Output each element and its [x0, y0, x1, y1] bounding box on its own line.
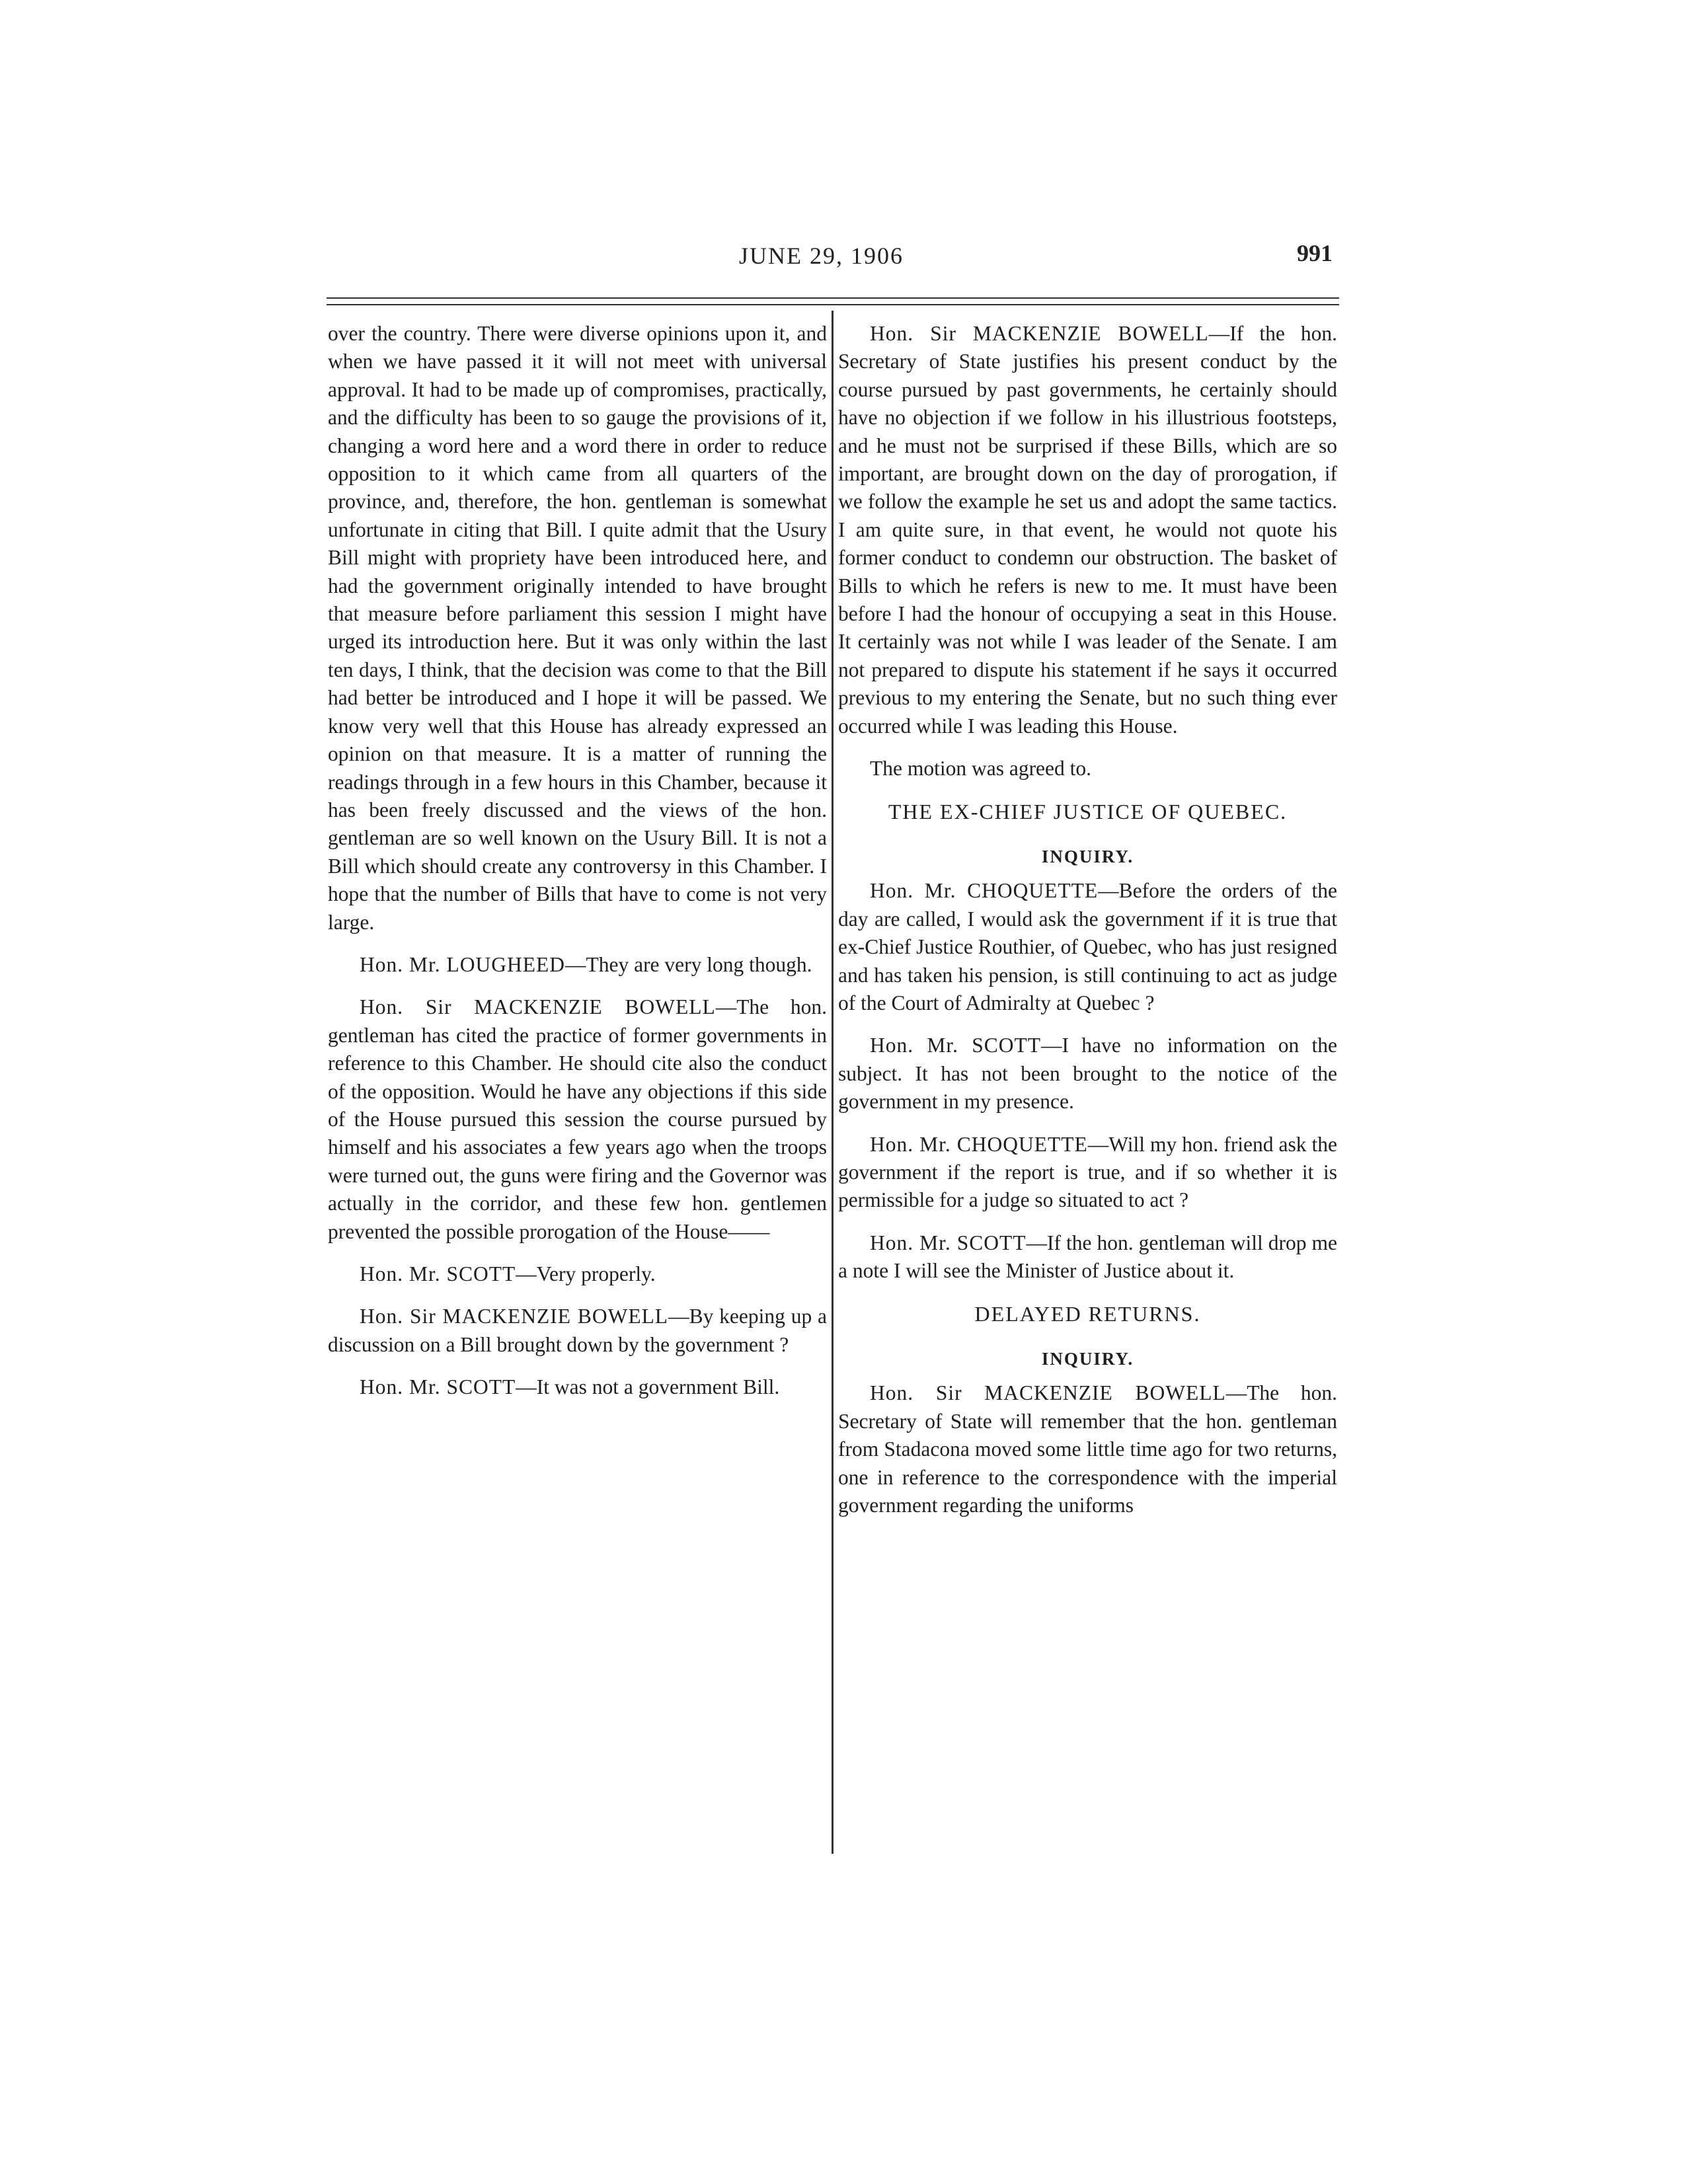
right-column [838, 320, 1337, 1534]
section-heading: THE EX-CHIEF JUSTICE OF QUEBEC. [888, 799, 1288, 823]
paragraph [838, 1032, 1337, 1116]
paragraph: over the country. There were diverse opinions upon it, and when we have passed it it will not meet with universal approval. It had to be made up of compromises, practically, and the difficulty has been to so gauge the provisions of it, changing a word here and a word there in order to reduce opposition to it which came from all quarters of the province, and, therefore, the hon. gentleman is somewhat unfortunate in citing that Bill. I quite admit that the Usury Bill might with propriety have been introduced here, and had the government originally intended to have brought that measure before parliament this session I might have urged its introduction here. But it was only within the last ten days, I think, that the decision was come to that the Bill had better be introduced and I hope it will be passed. We know very well that this House has already expressed an opinion on that measure. It is a matter of running the readings through in a few hours in this Chamber, because it has been freely discussed and the views of the hon. gentleman are so well known on the Usury Bill. It is not a Bill which should create any controversy in this Chamber. I hope that the number of Bills that have to come is not very large. [328, 322, 827, 934]
speaker-name: Hon. Sir MACKENZIE BOWELL [870, 1381, 1226, 1405]
paragraph [838, 877, 1337, 1017]
speech-text: —I have no information on the subject. It has not been brought to the notice of the government in my presence. [838, 1034, 1337, 1114]
paragraph [328, 1260, 827, 1288]
paragraph [838, 320, 1337, 740]
speaker-name: Hon. Mr. SCOTT [870, 1034, 1042, 1057]
speaker-name: Hon. Mr. SCOTT [360, 1262, 516, 1285]
speaker-name: Hon. Sir MACKENZIE BOWELL [360, 1305, 669, 1328]
paragraph: The motion was agreed to. [870, 757, 1092, 781]
speech-text: —The hon. gentleman has cited the practice of former governments in reference to this Chamber. He should cite also the conduct of the opposition. Would he have any objections if this side of the House pursued this session the course pursued by himself and his associates a few years ago when the troops were turned out, the guns were firing and the Governor was actually in the corridor, and these few hon. gentlemen prevented the possible prorogation of the House—— [328, 995, 827, 1243]
header-rule [327, 297, 1339, 299]
paragraph [328, 1373, 827, 1401]
speech-text: —It was not a government Bill. [516, 1375, 780, 1399]
page-number: 991 [1297, 240, 1333, 266]
header-rule [327, 304, 1339, 305]
section-subheading: INQUIRY. [1041, 846, 1134, 866]
speech-text: —If the hon. Secretary of State justifies his present conduct by the course pursued by past governments, he certainly should have no objection if we follow in his illustrious footsteps, and he must not be surprised if these Bills, which are so important, are brought down on the day of prorogation, if we follow the example he set us and adopt the same tactics. I am quite sure, in that event, he would not quote his former conduct to condemn our obstruction. The basket of Bills to which he refers is new to me. It must have been before I had the honour of occupying a seat in this House. It certainly was not while I was leader of the Senate. I am not prepared to dispute his statement if he says it occurred previous to my entering the Senate, but no such thing ever occurred while I was leading this House. [838, 322, 1337, 738]
speech-text: —They are very long though. [564, 952, 812, 976]
speaker-name: Hon. Mr. SCOTT [870, 1231, 1027, 1254]
speaker-name: Hon. Mr. CHOQUETTE [870, 1132, 1088, 1156]
speaker-name: Hon. Mr. SCOTT [360, 1375, 516, 1399]
speech-text: —Very properly. [516, 1262, 656, 1285]
paragraph [328, 993, 827, 1246]
speech-text: —Before the orders of the day are called, I would ask the government if it is true that ex-Chief Justice Routhier, of Quebec, who has just resigned and has taken his pension, is still continuing to act as judge of the Court of Admiralty at Quebec ? [838, 879, 1337, 1014]
column-divider [832, 311, 834, 1854]
speech-text: —Will my hon. friend ask the government if the report is true, and if so whether it is permissible for a judge so situated to act ? [838, 1132, 1337, 1212]
speaker-name: Hon. Mr. CHOQUETTE [870, 879, 1099, 903]
section-heading: DELAYED RETURNS. [974, 1301, 1201, 1326]
paragraph [328, 1303, 827, 1359]
speech-text: —The hon. Secretary of State will remember that the hon. gentleman from Stadacona moved some little time ago for two returns, one in reference to the correspondence with the imperial government regarding the uniforms [838, 1381, 1337, 1517]
paragraph [328, 951, 827, 979]
paragraph [838, 1379, 1337, 1519]
speech-text: —If the hon. gentleman will drop me a note I will see the Minister of Justice about it. [838, 1231, 1337, 1283]
speaker-name: Hon. Mr. LOUGHEED [360, 952, 565, 976]
speech-text: —By keeping up a discussion on a Bill brought down by the government ? [328, 1305, 827, 1356]
speaker-name: Hon. Sir MACKENZIE BOWELL [360, 995, 716, 1019]
paragraph [838, 1131, 1337, 1215]
speaker-name: Hon. Sir MACKENZIE BOWELL [870, 322, 1209, 345]
paragraph [838, 1229, 1337, 1285]
section-subheading: INQUIRY. [1041, 1349, 1134, 1369]
left-column [328, 320, 827, 1416]
page-header-date: JUNE 29, 1906 [739, 243, 904, 269]
